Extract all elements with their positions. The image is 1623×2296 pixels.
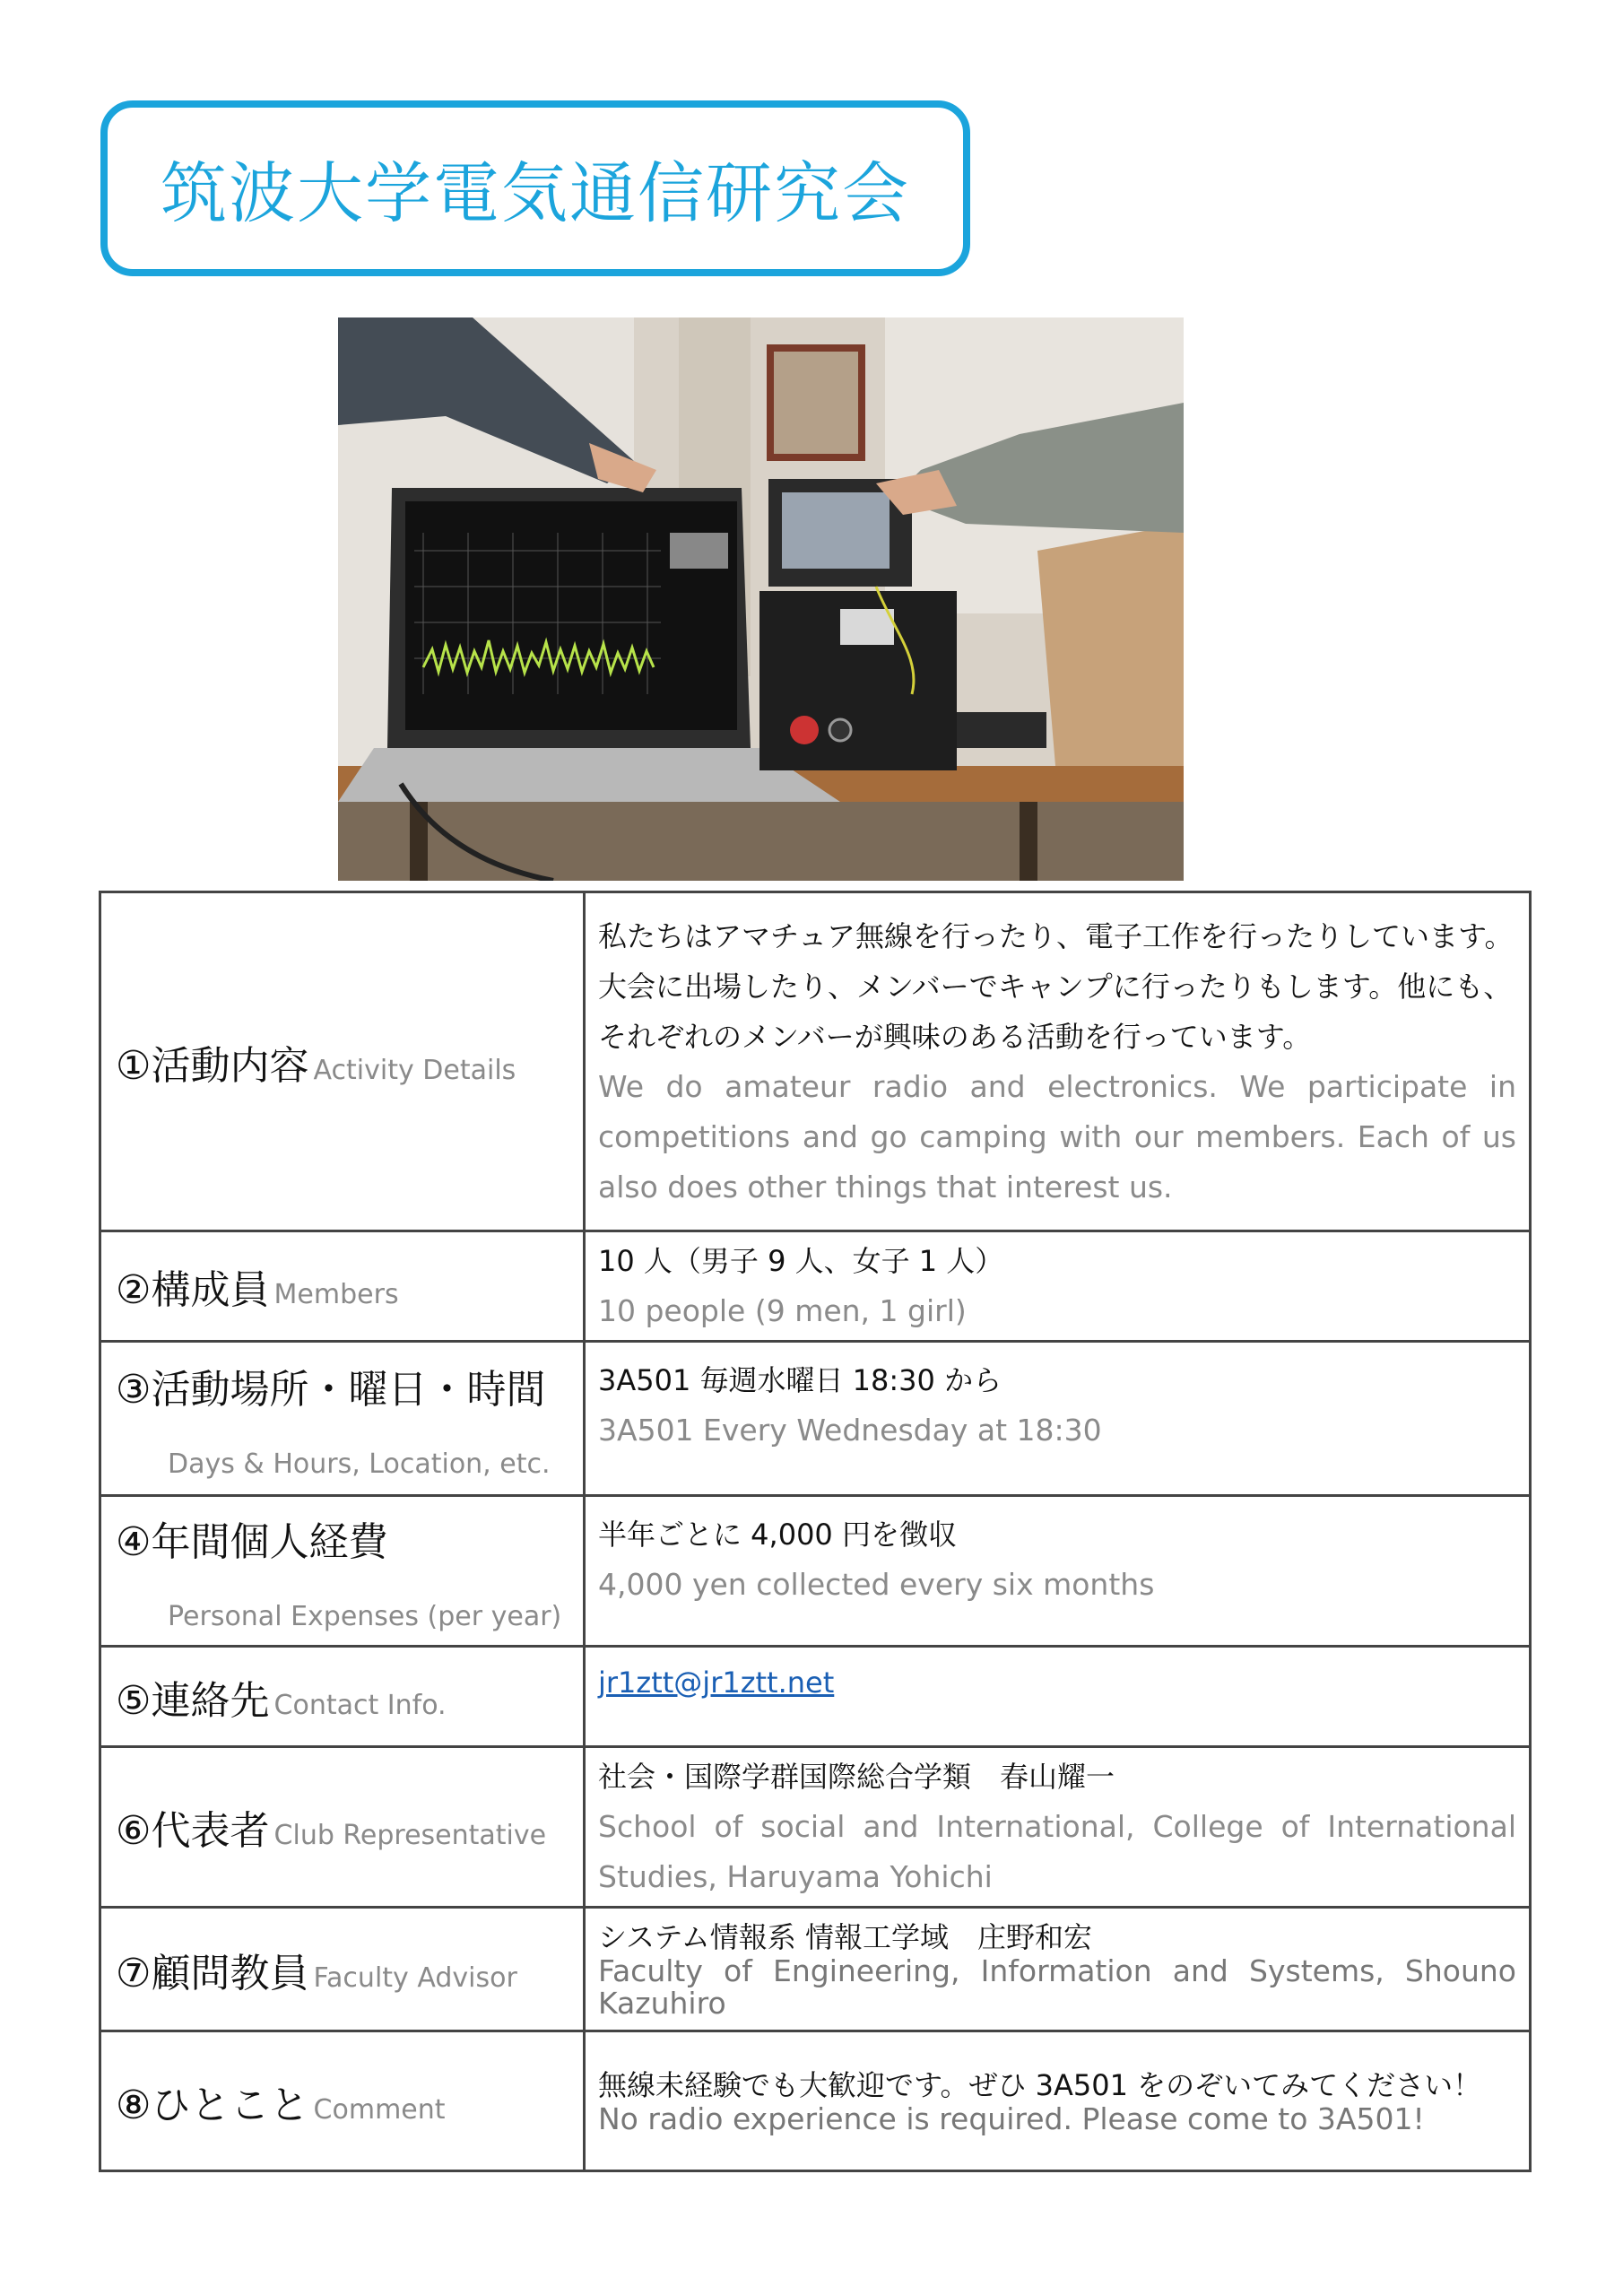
title-box (100, 100, 970, 276)
row-members (100, 1231, 1531, 1342)
content-en: We do amateur radio and electronics. We participate in competitions and go camping with our members. Each of us also does other things that interest us. (598, 1068, 1516, 1205)
label-en: Club Representative (273, 1820, 547, 1851)
label-location (100, 1342, 585, 1496)
label-jp: ③活動場所・曜日・時間 (116, 1367, 546, 1413)
label-en: Contact Info. (273, 1689, 447, 1721)
label-members (100, 1231, 585, 1342)
label-expenses (100, 1496, 585, 1647)
content-jp: 10 人（男子 9 人、女子 1 人） (598, 1244, 1004, 1278)
row-location (100, 1342, 1531, 1496)
content-jp: 私たちはアマチュア無線を行ったり、電子工作を行ったりしています。大会に出場したり、メンバーでキャンプに行ったりもします。他にも、それぞれのメンバーが興味のある活動を行っています。 (598, 918, 1514, 1054)
label-jp: ⑦顧問教員 (116, 1950, 309, 1996)
label-jp: ②構成員 (116, 1267, 270, 1313)
label-activity (100, 892, 585, 1231)
label-jp: ④年間個人経費 (116, 1519, 388, 1565)
label-comment (100, 2031, 585, 2171)
content-jp: 無線未経験でも大歓迎です。ぜひ 3A501 をのぞいてみてください！ (598, 2067, 1482, 2102)
content-en: Faculty of Engineering, Information and Systems, Shouno Kazuhiro (598, 1952, 1516, 2021)
label-representative (100, 1747, 585, 1908)
label-jp: ⑧ひとこと (116, 2082, 309, 2128)
content-en: No radio experience is required. Please come to 3A501! (598, 2100, 1425, 2136)
row-expenses (100, 1496, 1531, 1647)
row-activity (100, 892, 1531, 1231)
content-en: 4,000 yen collected every six months (598, 1567, 1155, 1602)
label-en: Days & Hours, Location, etc. (168, 1448, 551, 1480)
content-expenses (585, 1496, 1531, 1647)
label-jp: ⑥代表者 (116, 1808, 270, 1854)
label-en: Activity Details (313, 1054, 516, 1086)
content-activity (585, 892, 1531, 1231)
row-advisor (100, 1908, 1531, 2031)
club-activity-photo (338, 317, 1184, 881)
contact-email-link[interactable]: jr1ztt@jr1ztt.net (598, 1665, 835, 1700)
page-title: 筑波大学電気通信研究会 (161, 155, 910, 232)
content-comment (585, 2031, 1531, 2171)
row-contact (100, 1647, 1531, 1747)
content-contact (585, 1647, 1531, 1747)
content-jp: システム情報系 情報工学域 庄野和宏 (598, 1919, 1092, 1954)
row-representative (100, 1747, 1531, 1908)
label-en: Faculty Advisor (313, 1961, 517, 1994)
content-advisor (585, 1908, 1531, 2031)
content-en: 10 people (9 men, 1 girl) (598, 1293, 967, 1328)
content-jp: 半年ごとに 4,000 円を徴収 (598, 1518, 957, 1552)
content-jp: 3A501 毎週水曜日 18:30 から (598, 1363, 1002, 1397)
content-en: School of social and International, College of International Studies, Haruyama Yohichi (598, 1809, 1516, 1894)
label-advisor (100, 1908, 585, 2031)
photo-illustration (338, 317, 1184, 881)
content-members (585, 1231, 1531, 1342)
label-en: Comment (313, 2093, 446, 2126)
content-location (585, 1342, 1531, 1496)
label-jp: ⑤連絡先 (116, 1677, 270, 1724)
content-jp: 社会・国際学群国際総合学類 春山耀一 (598, 1760, 1115, 1794)
label-en: Personal Expenses (per year) (168, 1601, 562, 1632)
info-table (99, 891, 1532, 2172)
content-representative (585, 1747, 1531, 1908)
label-en: Members (273, 1279, 399, 1310)
label-contact (100, 1647, 585, 1747)
row-comment (100, 2031, 1531, 2171)
label-jp: ①活動内容 (116, 1042, 309, 1089)
content-en: 3A501 Every Wednesday at 18:30 (598, 1413, 1102, 1448)
